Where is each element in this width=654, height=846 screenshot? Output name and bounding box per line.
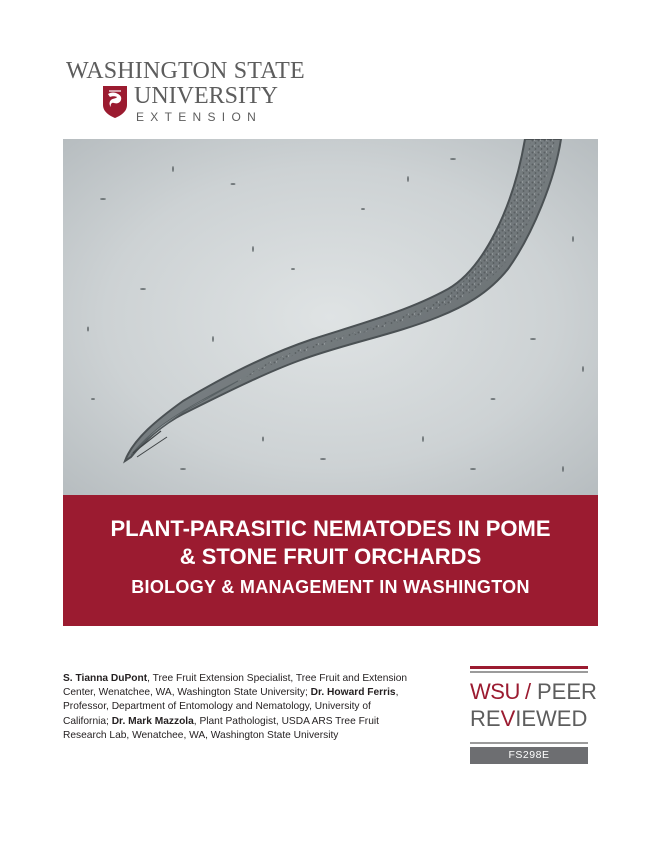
logo-extension: EXTENSION: [136, 110, 263, 124]
author-affiliation: , Professor, Department of Entomology and Nematology, University of California;: [63, 687, 399, 727]
badge-wsu: WSU: [470, 679, 520, 704]
badge-check-mark: V: [500, 706, 516, 731]
author-list: [63, 672, 418, 743]
badge-slash: /: [525, 679, 532, 704]
peer-reviewed-badge: [470, 666, 597, 764]
title-band: [63, 495, 598, 626]
nematode-microscope-photo: [63, 139, 598, 495]
hero-image: [63, 139, 598, 495]
wsu-extension-logo: [66, 58, 306, 128]
badge-top-rule: [470, 666, 588, 669]
logo-washington-state: WASHINGTON STATE: [66, 58, 305, 84]
badge-sub-rule: [470, 671, 588, 673]
badge-reviewed-start: RE: [470, 706, 501, 731]
logo-university: UNIVERSITY: [134, 83, 278, 109]
author-affiliation: , Tree Fruit Extension Specialist, Tree Fruit and Extension Center, Wenatchee, WA, Washington State University;: [63, 673, 408, 699]
document-subtitle: BIOLOGY & MANAGEMENT IN WASHINGTON: [131, 577, 530, 597]
document-title-line-2: & STONE FRUIT ORCHARDS: [179, 544, 482, 569]
wsu-cougar-shield-icon: [102, 85, 128, 119]
badge-reviewed: [470, 706, 588, 732]
document-title-line-1: PLANT-PARASITIC NEMATODES IN POME: [110, 516, 551, 541]
author-name: Dr. Howard Ferris: [310, 687, 396, 699]
author-affiliation: , Plant Pathologist, USDA ARS Tree Fruit Research Lab, Wenatchee, WA, Washington State University: [63, 715, 379, 741]
badge-row-wsu-peer: [470, 679, 597, 705]
badge-bottom-rule: [470, 742, 588, 744]
author-name: Dr. Mark Mazzola: [111, 715, 194, 727]
publication-code: FS298E: [470, 747, 588, 764]
author-name: S. Tianna DuPont: [63, 673, 148, 684]
badge-reviewed-end: IEWED: [515, 706, 588, 731]
badge-peer: PEER: [537, 679, 597, 704]
